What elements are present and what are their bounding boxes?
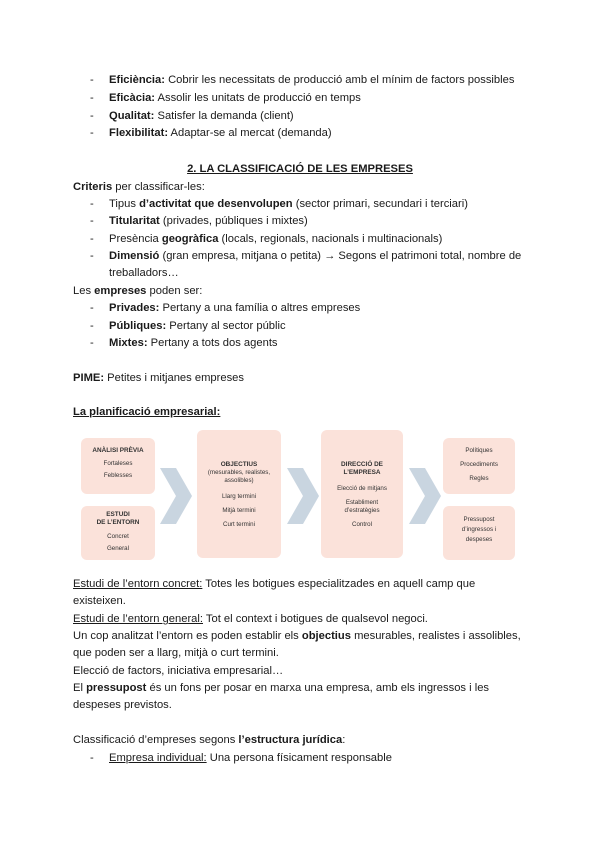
text-line: Estudi de l’entorn concret: Totes les botigues especialitzades en aquell camp que	[73, 578, 476, 590]
text-line: Un cop analitzat l’entorn es poden establir els objectius mesurables, realistes i assolibles,	[73, 630, 521, 642]
list-item: Eficàcia: Assolir les unitats de producció en temps	[109, 92, 361, 104]
list-item: Flexibilitat: Adaptar-se al mercat (demanda)	[109, 127, 332, 139]
box-line: Regles	[469, 475, 489, 482]
section-title: 2. LA CLASSIFICACIÓ DE LES EMPRESES	[187, 163, 413, 175]
bullet-dash: -	[90, 752, 94, 764]
box-line: d’estratègies	[344, 507, 380, 514]
list-item: Públiques: Pertany al sector públic	[109, 320, 286, 332]
bullet-dash: -	[90, 198, 94, 210]
politiques-box	[443, 438, 515, 494]
criteris-intro: Criteris per classificar-les:	[73, 181, 205, 193]
text-line: que poden ser a llarg, mitjà o curt termini.	[73, 647, 279, 659]
list-item: Titularitat (privades, públiques i mixtes)	[109, 215, 308, 227]
box-line: d’ingressos i	[461, 526, 497, 533]
empreses-intro: Les empreses poden ser:	[73, 285, 203, 297]
list-item-continuation: treballadors…	[109, 267, 179, 279]
bullet-dash: -	[90, 74, 94, 86]
list-item: Dimensió (gran empresa, mitjana o petita) → Segons el patrimoni total, nombre de	[109, 250, 522, 262]
bullet-dash: -	[90, 92, 94, 104]
objectius-box	[197, 430, 281, 558]
box-line: despeses	[465, 536, 493, 543]
pime-line: PIME: Petites i mitjanes empreses	[73, 372, 244, 384]
box-line: Procediments	[460, 461, 498, 468]
box-heading: ESTUDI	[106, 511, 130, 518]
text-line: despeses previstos.	[73, 699, 172, 711]
box-line: Control	[352, 521, 372, 528]
box-heading: DIRECCIÓ DE	[341, 461, 383, 468]
arrow-icon	[160, 468, 192, 524]
box-line: Establiment	[345, 499, 379, 506]
arrow-icon	[409, 468, 441, 524]
box-line: Elecció de mitjans	[337, 485, 387, 492]
bullet-dash: -	[90, 250, 94, 262]
list-item: Qualitat: Satisfer la demanda (client)	[109, 110, 294, 122]
planificacio-title: La planificació empresarial:	[73, 406, 221, 418]
bullet-dash: -	[90, 215, 94, 227]
box-line: Polítiques	[465, 447, 493, 454]
text-line: existeixen.	[73, 595, 126, 607]
box-heading: OBJECTIUS	[220, 461, 258, 468]
bullet-dash: -	[90, 337, 94, 349]
box-heading: L’EMPRESA	[343, 469, 381, 476]
box-line: General	[106, 545, 129, 552]
box-heading: ANÀLISI PRÈVIA	[92, 447, 144, 454]
list-item: Mixtes: Pertany a tots dos agents	[109, 337, 278, 349]
text-line: Estudi de l’entorn general: Tot el context i botigues de qualsevol negoci.	[73, 613, 428, 625]
box-line: (mesurables, realistes,	[207, 469, 271, 476]
box-line: Mitjà termini	[222, 507, 256, 514]
pressupost-box	[443, 506, 515, 560]
box-line: Curt termini	[223, 521, 255, 528]
box-line: Fortaleses	[103, 460, 133, 467]
text-line: El pressupost és un fons per posar en marxa una empresa, amb els ingressos i les	[73, 682, 490, 694]
bullet-dash: -	[90, 302, 94, 314]
classificacio-intro: Classificació d’empreses segons l’estructura jurídica:	[73, 734, 346, 746]
list-item: Empresa individual: Una persona físicament responsable	[109, 752, 392, 764]
box-heading: DE L’ENTORN	[96, 519, 140, 526]
box-line: Pressupost	[463, 516, 495, 523]
box-line: Feblesses	[103, 472, 133, 479]
direccio-box	[321, 430, 403, 558]
list-item: Tipus d’activitat que desenvolupen (sector primari, secundari i terciari)	[109, 198, 468, 210]
bullet-dash: -	[90, 233, 94, 245]
box-line: assolibles)	[224, 477, 254, 484]
box-line: Llarg termini	[221, 493, 257, 500]
analisi-previa-box	[81, 438, 155, 494]
planning-diagram	[75, 430, 505, 588]
bullet-dash: -	[90, 320, 94, 332]
box-line: Concret	[107, 533, 129, 540]
list-item: Eficiència: Cobrir les necessitats de producció amb el mínim de factors possibles	[109, 74, 515, 86]
text-line: Elecció de factors, iniciativa empresarial…	[73, 665, 284, 677]
estudi-entorn-box	[81, 506, 155, 560]
bullet-dash: -	[90, 110, 94, 122]
list-item: Privades: Pertany a una família o altres empreses	[109, 302, 361, 314]
bullet-dash: -	[90, 127, 94, 139]
list-item: Presència geogràfica (locals, regionals, nacionals i multinacionals)	[109, 233, 443, 245]
arrow-icon	[287, 468, 319, 524]
